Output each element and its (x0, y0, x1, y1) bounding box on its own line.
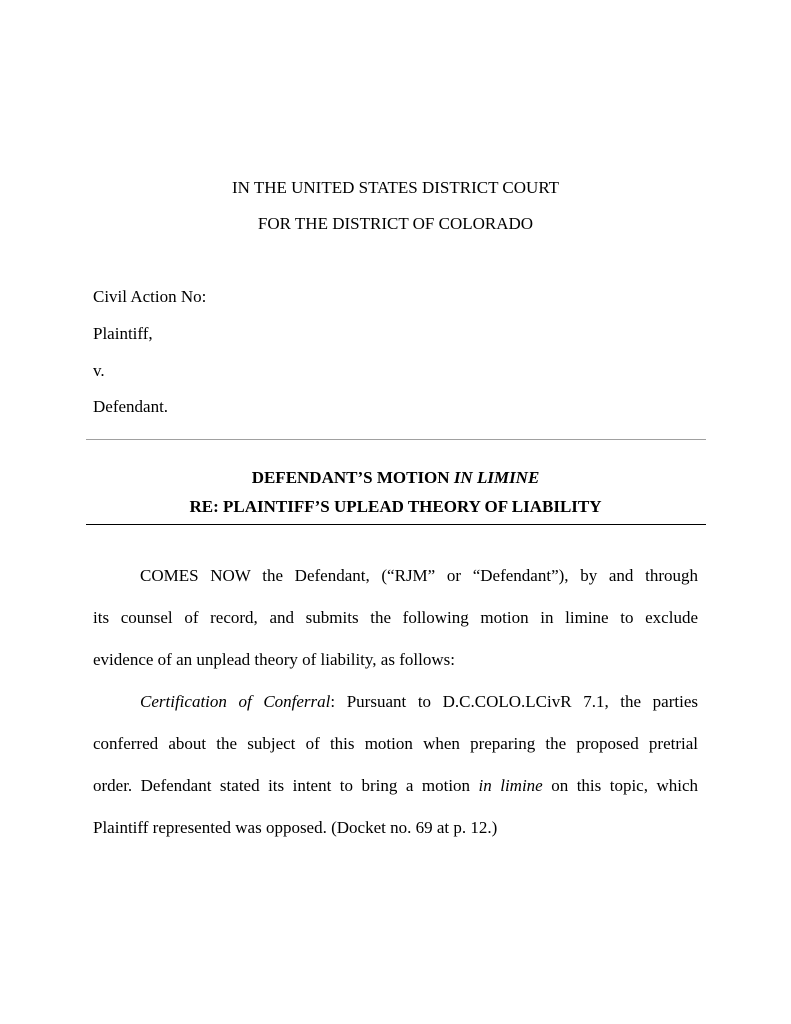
paragraph2-line3-b: on this topic, which (542, 776, 698, 795)
conferral-heading: Certification of Conferral (140, 692, 331, 711)
defendant-label: Defendant. (93, 397, 169, 416)
court-district: FOR THE DISTRICT OF COLORADO (257, 214, 534, 233)
title-divider (86, 524, 706, 525)
paragraph2-line3 (93, 776, 698, 796)
paragraph1-line2: its counsel of record, and submits the following motion in limine to exclude (93, 608, 698, 627)
versus-label: v. (93, 361, 105, 380)
motion-title (0, 468, 791, 488)
plaintiff-label: Plaintiff, (93, 324, 153, 343)
in-limine-italic: in limine (478, 776, 543, 795)
paragraph1-line1: COMES NOW the Defendant, (“RJM” or “Defendant”), by and through (140, 566, 698, 585)
court-name: IN THE UNITED STATES DISTRICT COURT (231, 178, 560, 197)
motion-title-main: DEFENDANT’S MOTION (251, 468, 454, 487)
civil-action-label: Civil Action No: (93, 287, 207, 306)
paragraph2-line2: conferred about the subject of this motion when preparing the proposed pretrial (93, 734, 698, 753)
paragraph1-line3: evidence of an unplead theory of liability, as follows: (93, 650, 455, 669)
paragraph2-line4: Plaintiff represented was opposed. (Docket no. 69 at p. 12.) (93, 818, 498, 837)
conferral-text: : Pursuant to D.C.COLO.LCivR 7.1, the parties (330, 692, 698, 711)
paragraph2-line1 (140, 692, 698, 712)
caption-divider (86, 439, 706, 440)
paragraph2-line3-a: order. Defendant stated its intent to bring a motion (93, 776, 479, 795)
motion-title-italic: IN LIMINE (453, 468, 540, 487)
motion-subtitle: RE: PLAINTIFF’S UPLEAD THEORY OF LIABILITY (189, 497, 602, 516)
